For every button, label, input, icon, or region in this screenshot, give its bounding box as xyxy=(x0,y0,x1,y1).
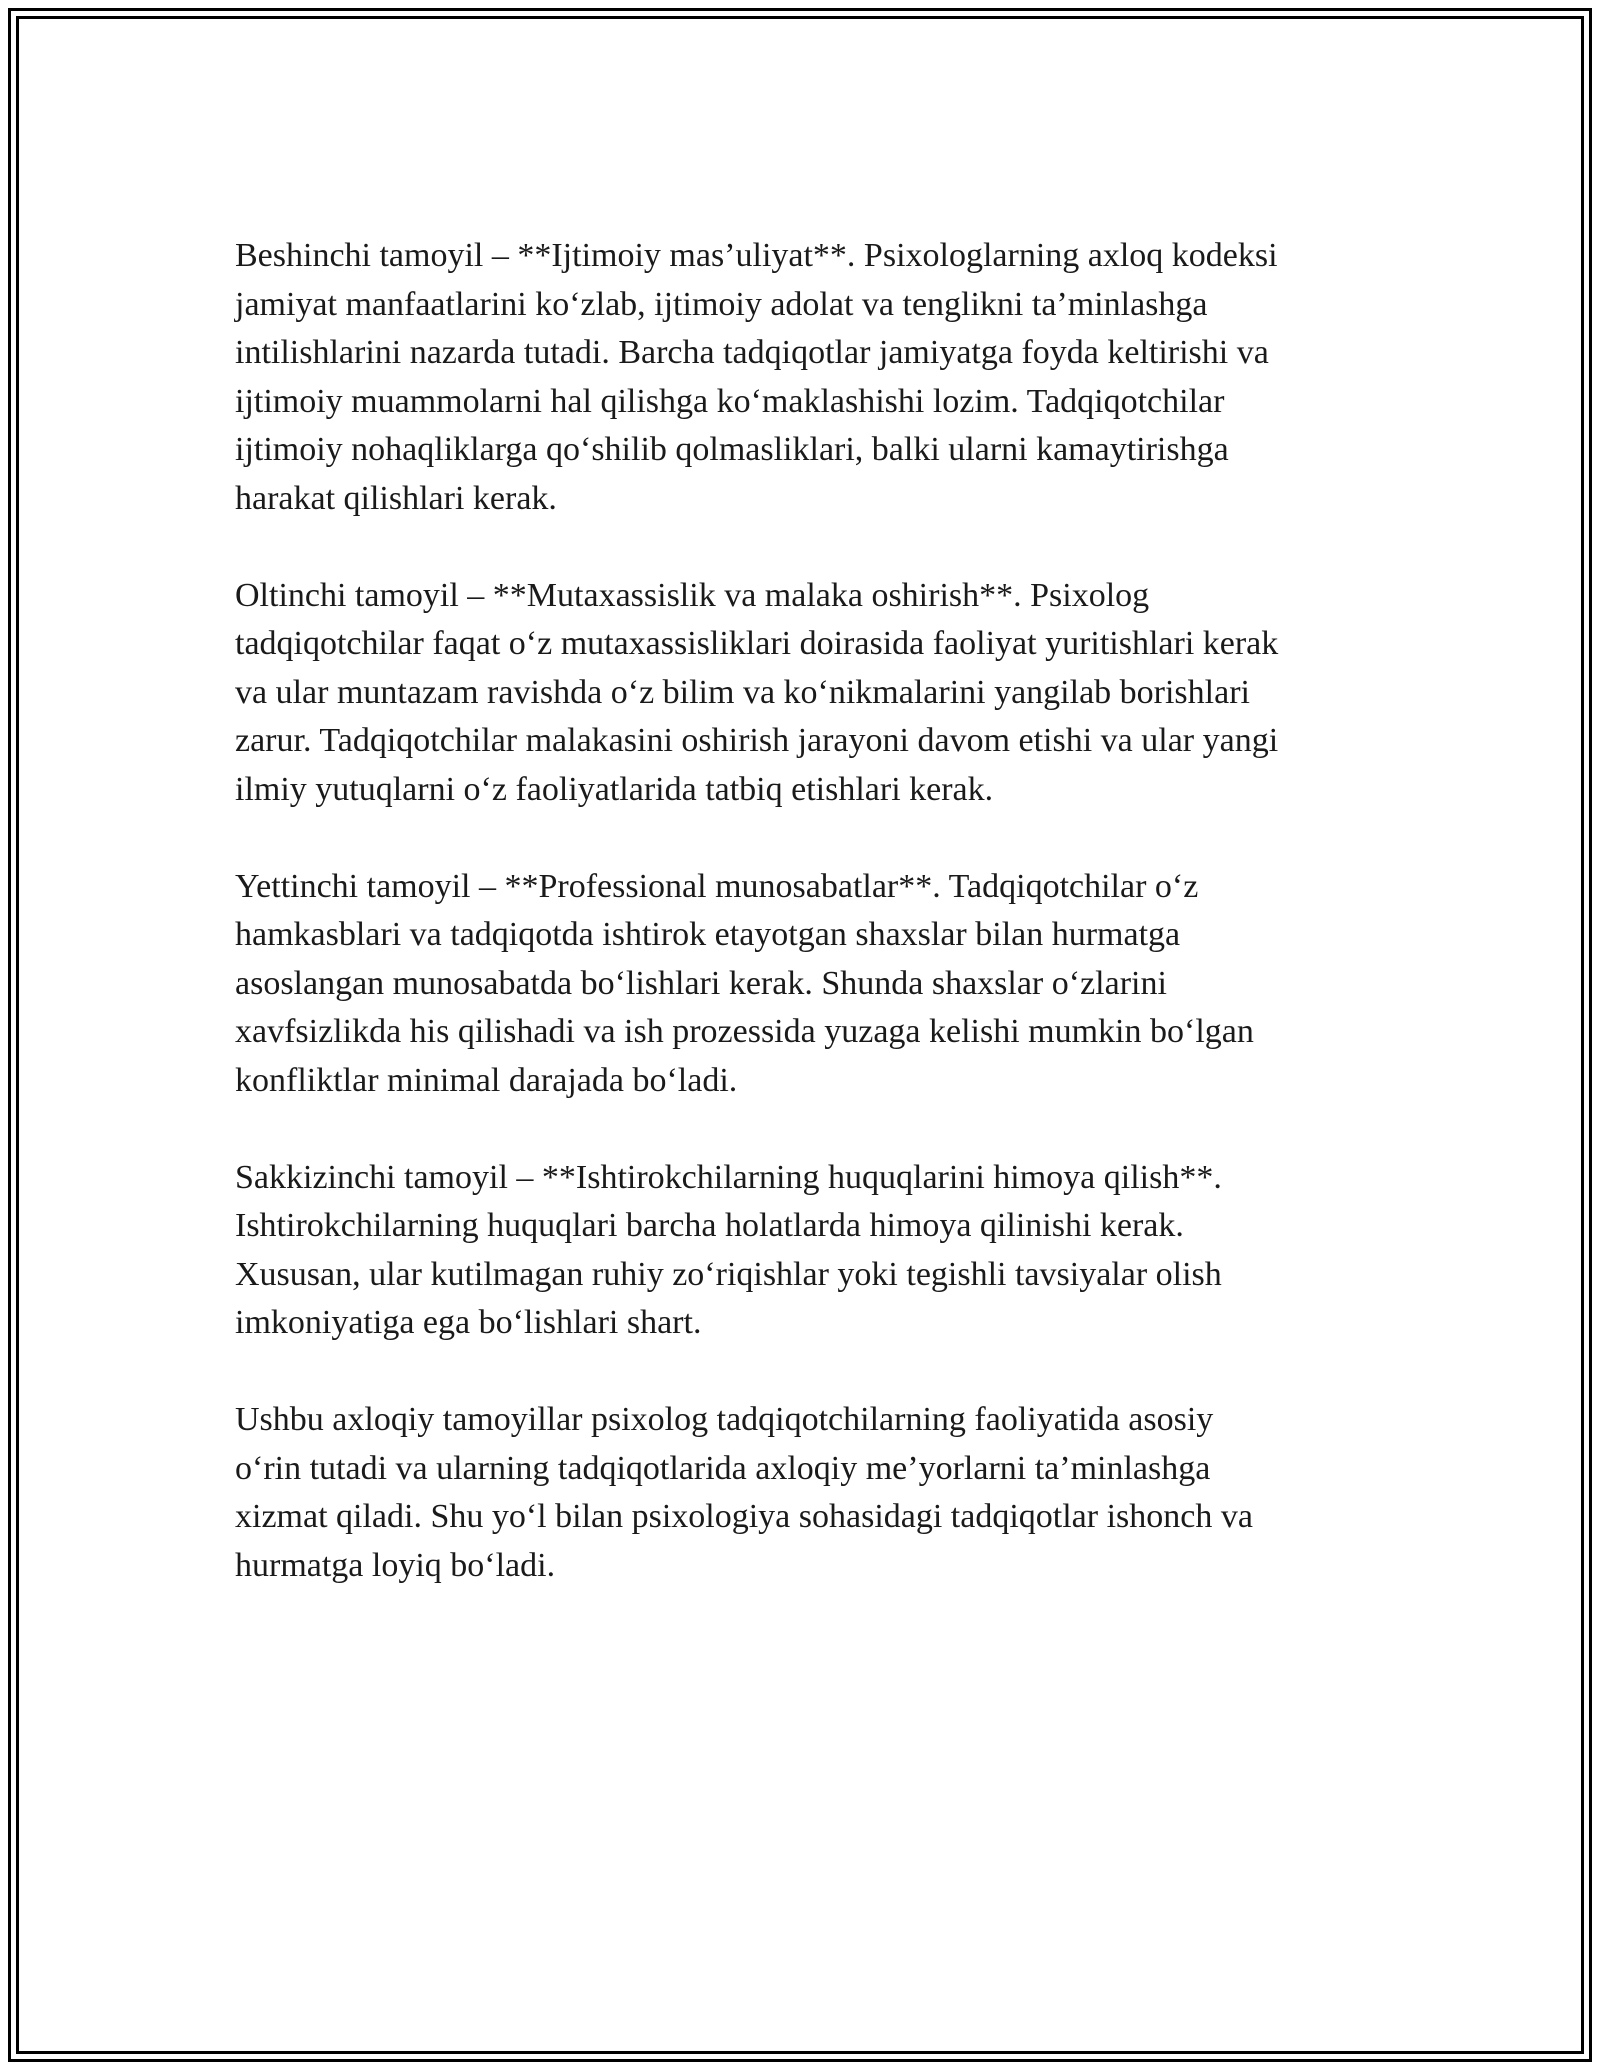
text-line: xizmat qiladi. Shu yo‘l bilan psixologiya sohasidagi tadqiqotlar ishonch va xyxy=(235,1498,1253,1535)
text-line: konfliktlar minimal darajada bo‘ladi. xyxy=(235,1061,738,1099)
text-line: ijtimoiy muammolarni hal qilishga ko‘maklashishi lozim. Tadqiqotchilar xyxy=(235,382,1225,420)
text-line: hamkasblari va tadqiqotda ishtirok etayotgan shaxslar bilan hurmatga xyxy=(235,916,1181,953)
text-line: Ishtirokchilarning huquqlari barcha holatlarda himoya qilinishi kerak. xyxy=(235,1207,1184,1244)
text-line: va ular muntazam ravishda o‘z bilim va ko‘nikmalarini yangilab borishlari xyxy=(235,673,1250,711)
text-line: zarur. Tadqiqotchilar malakasini oshirish jarayoni davom etishi va ular yangi xyxy=(235,722,1279,759)
text-line: intilishlarini nazarda tutadi. Barcha tadqiqotlar jamiyatga foyda keltirishi va xyxy=(235,334,1269,371)
paragraph-conclusion xyxy=(235,1396,1370,1590)
text-line: harakat qilishlari kerak. xyxy=(235,479,557,517)
text-line: Ushbu axloqiy tamoyillar psixolog tadqiqotchilarning faoliyatida asosiy xyxy=(235,1401,1214,1438)
text-line: Sakkizinchi tamoyil – **Ishtirokchilarning huquqlarini himoya qilish**. xyxy=(235,1158,1222,1196)
paragraph-principle-7 xyxy=(235,863,1370,1106)
text-line: asoslangan munosabatda bo‘lishlari kerak. Shunda shaxslar o‘zlarini xyxy=(235,964,1167,1002)
paragraph-principle-5 xyxy=(235,232,1370,523)
text-line: ijtimoiy nohaqliklarga qo‘shilib qolmasliklari, balki ularni kamaytirishga xyxy=(235,431,1229,468)
text-line: Yettinchi tamoyil – **Professional munosabatlar**. Tadqiqotchilar o‘z xyxy=(235,867,1199,905)
paragraph-principle-8 xyxy=(235,1154,1370,1348)
text-line: jamiyat manfaatlarini ko‘zlab, ijtimoiy adolat va tenglikni ta’minlashga xyxy=(235,285,1208,323)
document-body xyxy=(235,232,1370,1639)
text-line: o‘rin tutadi va ularning tadqiqotlarida axloqiy me’yorlarni ta’minlashga xyxy=(235,1449,1211,1487)
text-line: tadqiqotchilar faqat o‘z mutaxassisliklari doirasida faoliyat yuritishlari kerak xyxy=(235,625,1279,662)
text-line: Beshinchi tamoyil – **Ijtimoiy mas’uliyat**. Psixologlarning axloq kodeksi xyxy=(235,237,1278,274)
text-line: Oltinchi tamoyil – **Mutaxassislik va malaka oshirish**. Psixolog xyxy=(235,576,1150,614)
text-line: Xususan, ular kutilmagan ruhiy zo‘riqishlar yoki tegishli tavsiyalar olish xyxy=(235,1255,1222,1293)
text-line: xavfsizlikda his qilishadi va ish prozessida yuzaga kelishi mumkin bo‘lgan xyxy=(235,1013,1254,1050)
text-line: ilmiy yutuqlarni o‘z faoliyatlarida tatbiq etishlari kerak. xyxy=(235,770,994,808)
text-line: hurmatga loyiq bo‘ladi. xyxy=(235,1546,556,1584)
paragraph-principle-6 xyxy=(235,572,1370,815)
text-line: imkoniyatiga ega bo‘lishlari shart. xyxy=(235,1304,702,1341)
